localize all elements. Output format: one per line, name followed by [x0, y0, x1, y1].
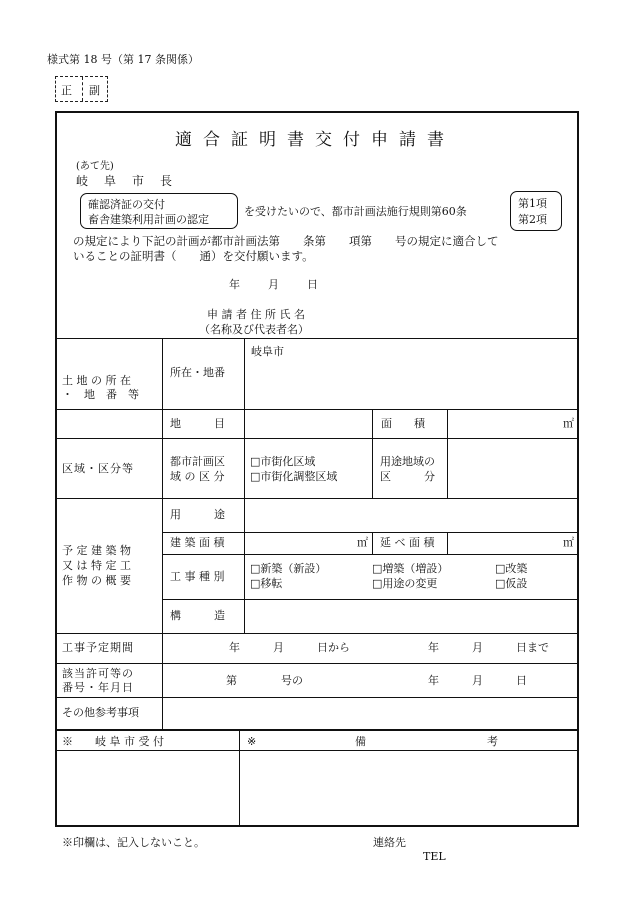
- contact-label: 連絡先: [373, 836, 406, 849]
- remarks-label: 備 考: [355, 735, 498, 748]
- land-label-line-2: ・ 地 番 等: [62, 388, 139, 401]
- plan-label-line-2: 又 は 特 定 工: [62, 559, 131, 572]
- clause-2: 第2項: [518, 213, 547, 226]
- clause-1: 第1項: [518, 197, 547, 210]
- form-code: 様式第 18 号（第 17 条関係）: [47, 53, 199, 66]
- area-label: 面 積: [381, 417, 425, 430]
- work-type-relocation[interactable]: □移転: [250, 577, 283, 590]
- row-divider: [163, 554, 578, 555]
- use-zone-label-2: 区 分: [380, 470, 435, 483]
- copy-original-label: 正: [61, 84, 72, 97]
- applicant-label: 申 請 者 住 所 氏 名: [207, 308, 305, 321]
- use-zone-label-1: 用途地域の: [380, 455, 435, 468]
- building-area-label: 建 築 面 積: [170, 536, 225, 549]
- office-col-divider: [239, 731, 240, 826]
- zone-option-urbanization[interactable]: □市街化区域: [250, 455, 316, 468]
- zone-option-control[interactable]: □市街化調整区域: [250, 470, 338, 483]
- option-certificate: 確認済証の交付: [88, 198, 165, 211]
- work-type-label: 工 事 種 別: [170, 570, 225, 583]
- work-type-new[interactable]: □新築（新設）: [250, 562, 327, 575]
- copy-duplicate-label: 副: [89, 84, 100, 97]
- permit-date: 年 月 日: [428, 674, 527, 687]
- request-line-2: の規定により下記の計画が都市計画法第 条第 項第 号の規定に適合して: [73, 234, 499, 248]
- request-line-3: いることの証明書（ 通）を交付願います。: [73, 249, 314, 263]
- office-header-line: [56, 750, 578, 751]
- option-livestock-plan: 畜舎建築利用計画の認定: [88, 213, 209, 226]
- col-divider: [372, 409, 373, 499]
- area-unit: ㎡: [563, 417, 574, 430]
- application-date: 年 月 日: [229, 278, 320, 291]
- schedule-end: 年 月 日まで: [428, 641, 549, 654]
- city-plan-label-1: 都市計画区: [170, 455, 225, 468]
- col-divider: [447, 409, 448, 499]
- schedule-label: 工事予定期間: [62, 641, 134, 654]
- row-divider: [56, 697, 578, 698]
- row-divider: [56, 633, 578, 634]
- schedule-start: 年 月 日から: [229, 641, 350, 654]
- work-type-use-change[interactable]: □用途の変更: [372, 577, 438, 590]
- permit-label-1: 該当許可等の: [62, 667, 134, 680]
- zone-label: 区域・区分等: [62, 462, 134, 475]
- form-title: 適合証明書交付申請書: [175, 130, 455, 150]
- row-divider: [56, 663, 578, 664]
- plan-label-line-3: 作 物 の 概 要: [62, 574, 131, 587]
- permit-label-2: 番号・年月日: [62, 681, 134, 694]
- other-notes-label: その他参考事項: [62, 706, 139, 719]
- row-divider: [56, 498, 578, 499]
- location-value: 岐阜市: [251, 345, 284, 358]
- use-label: 用 途: [170, 508, 225, 521]
- row-divider: [56, 438, 578, 439]
- row-divider: [56, 409, 578, 410]
- plan-label-line-1: 予 定 建 築 物: [62, 544, 131, 557]
- permit-number: 第 号の: [226, 674, 303, 687]
- row-divider: [163, 532, 578, 533]
- addressee-prefix: (あて先): [76, 161, 114, 172]
- row-divider: [163, 599, 578, 600]
- tel-label: TEL: [423, 850, 446, 863]
- copy-type-box: [55, 76, 108, 102]
- addressee-name: 岐 阜 市 長: [76, 174, 175, 188]
- building-area-unit: ㎡: [357, 536, 368, 549]
- work-type-extension[interactable]: □増築（増設）: [372, 562, 449, 575]
- office-section-divider: [56, 729, 578, 731]
- request-mid-text: を受けたいので、都市計画法施行規則第60条: [244, 205, 467, 218]
- table-top-line: [56, 338, 578, 339]
- col-divider: [447, 532, 448, 554]
- footer-note: ※印欄は、記入しないこと。: [62, 836, 205, 849]
- structure-label: 構 造: [170, 609, 225, 622]
- land-category-label: 地 目: [170, 417, 225, 430]
- col-divider: [372, 532, 373, 554]
- applicant-sublabel: （名称及び代表者名）: [199, 323, 309, 336]
- table-label-divider: [162, 338, 163, 729]
- receipt-label: ※ 岐 阜 市 受 付: [62, 735, 164, 748]
- copy-box-divider: [82, 77, 83, 101]
- floor-area-unit: ㎡: [563, 536, 574, 549]
- location-label: 所在・地番: [170, 366, 225, 379]
- work-type-temporary[interactable]: □仮設: [495, 577, 528, 590]
- table-sublabel-divider: [244, 338, 245, 633]
- city-plan-label-2: 域 の 区 分: [170, 470, 225, 483]
- floor-area-label: 延 べ 面 積: [380, 536, 435, 549]
- work-type-rebuild[interactable]: □改築: [495, 562, 528, 575]
- land-label-line-1: 土 地 の 所 在: [62, 374, 131, 387]
- remarks-mark: ※: [247, 735, 257, 748]
